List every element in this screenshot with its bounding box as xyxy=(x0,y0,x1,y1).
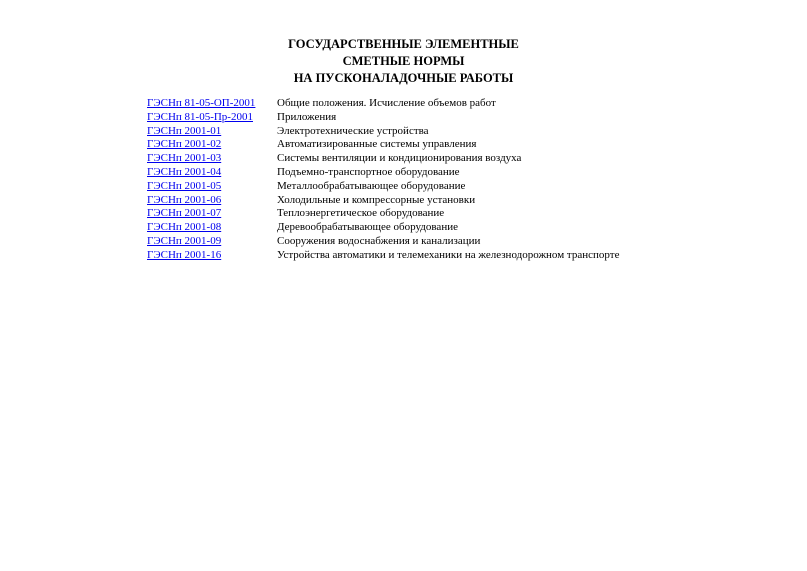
table-row xyxy=(147,207,619,221)
document-link[interactable]: ГЭСНп 2001-03 xyxy=(147,152,222,165)
code-cell xyxy=(147,97,277,111)
description-cell: Подъемно-транспортное оборудование xyxy=(277,165,460,178)
description-cell: Сооружения водоснабжения и канализации xyxy=(277,234,481,247)
description-cell: Устройства автоматики и телемеханики на железнодорожном транспорте xyxy=(277,248,620,261)
table-row xyxy=(147,166,619,180)
code-cell xyxy=(147,166,277,180)
document-link[interactable]: ГЭСНп 2001-16 xyxy=(147,248,222,261)
document-list xyxy=(147,97,619,263)
table-row xyxy=(147,111,619,125)
description-cell: Электротехнические устройства xyxy=(277,124,429,137)
table-row xyxy=(147,97,619,111)
code-cell xyxy=(147,111,277,125)
page-title xyxy=(0,36,807,87)
code-cell xyxy=(147,235,277,249)
table-row xyxy=(147,194,619,208)
document-link[interactable]: ГЭСНп 2001-04 xyxy=(147,165,222,178)
description-cell: Теплоэнергетическое оборудование xyxy=(277,207,445,220)
code-cell xyxy=(147,194,277,208)
description-cell: Металлообрабатывающее оборудование xyxy=(277,179,466,192)
table-row xyxy=(147,125,619,139)
description-cell: Общие положения. Исчисление объемов работ xyxy=(277,97,496,109)
document-link[interactable]: ГЭСНп 2001-09 xyxy=(147,234,222,247)
description-cell: Системы вентиляции и кондиционирования воздуха xyxy=(277,152,522,165)
document-link[interactable]: ГЭСНп 2001-02 xyxy=(147,138,222,151)
title-line-1: ГОСУДАРСТВЕННЫЕ ЭЛЕМЕНТНЫЕ xyxy=(288,37,519,51)
code-cell xyxy=(147,207,277,221)
document-link[interactable]: ГЭСНп 2001-06 xyxy=(147,193,222,206)
code-cell xyxy=(147,125,277,139)
code-cell xyxy=(147,180,277,194)
description-cell: Холодильные и компрессорные установки xyxy=(277,193,476,206)
document-link[interactable]: ГЭСНп 2001-05 xyxy=(147,179,222,192)
code-cell xyxy=(147,221,277,235)
table-row xyxy=(147,221,619,235)
document-link[interactable]: ГЭСНп 2001-07 xyxy=(147,207,222,220)
table-row xyxy=(147,249,619,263)
description-cell: Автоматизированные системы управления xyxy=(277,138,477,151)
table-row xyxy=(147,152,619,166)
table-row xyxy=(147,235,619,249)
document-link[interactable]: ГЭСНп 2001-01 xyxy=(147,124,222,137)
table-row xyxy=(147,180,619,194)
document-link[interactable]: ГЭСНп 2001-08 xyxy=(147,221,222,234)
code-cell xyxy=(147,138,277,152)
document-link[interactable]: ГЭСНп 81-05-Пр-2001 xyxy=(147,110,253,123)
table-row xyxy=(147,138,619,152)
code-cell xyxy=(147,249,277,263)
description-cell: Деревообрабатывающее оборудование xyxy=(277,221,458,234)
code-cell xyxy=(147,152,277,166)
description-cell: Приложения xyxy=(277,110,337,123)
title-line-2: СМЕТНЫЕ НОРМЫ xyxy=(342,54,465,68)
document-link[interactable]: ГЭСНп 81-05-ОП-2001 xyxy=(147,97,256,109)
title-line-3: НА ПУСКОНАЛАДОЧНЫЕ РАБОТЫ xyxy=(293,71,514,85)
